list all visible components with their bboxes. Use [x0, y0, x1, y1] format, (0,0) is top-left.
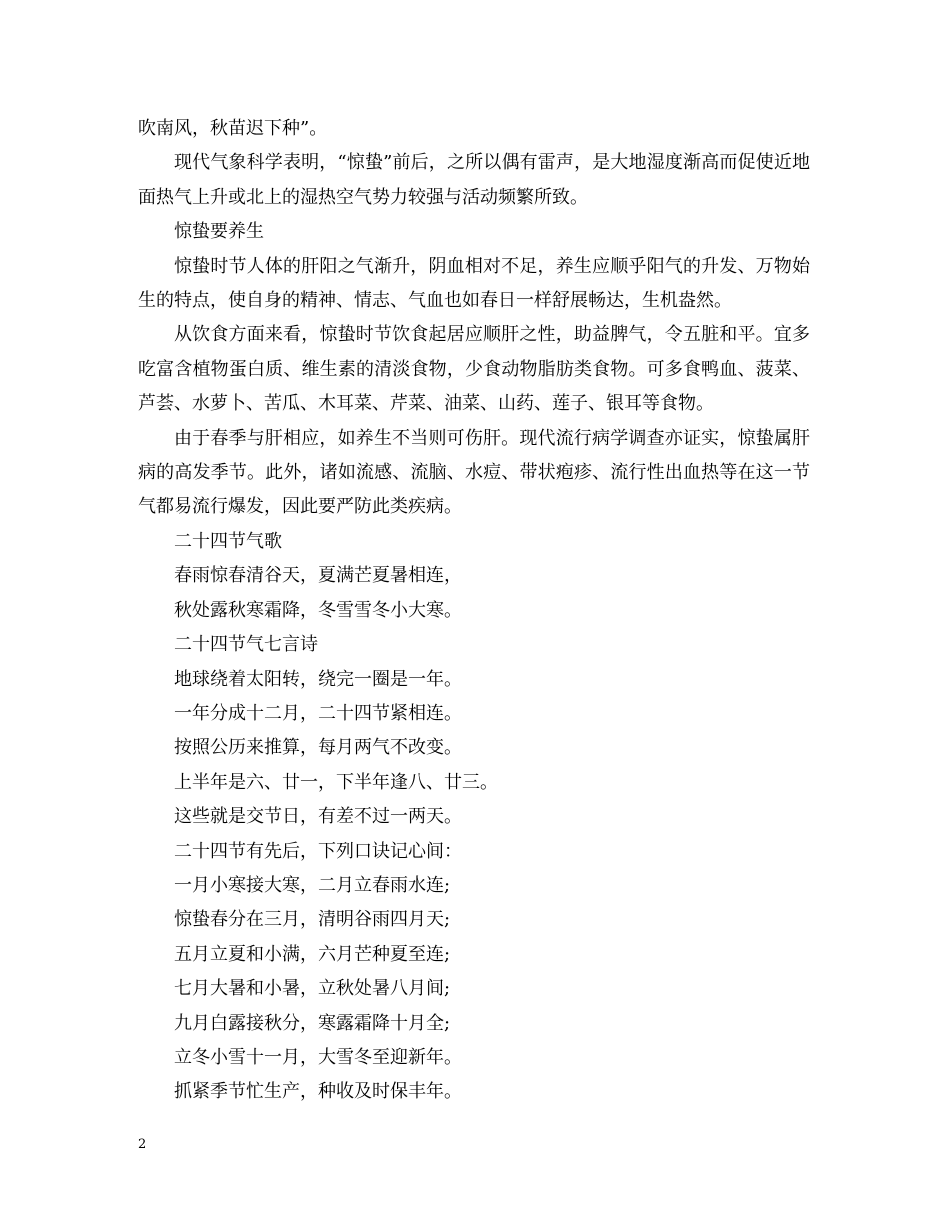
song-line: 春雨惊春清谷天，夏满芒夏暑相连，: [174, 565, 462, 587]
song-line: 秋处露秋寒霜降，冬雪雪冬小大寒。: [174, 599, 462, 621]
section-heading-poem: 二十四节气七言诗: [174, 634, 318, 656]
poem-line: 立冬小雪十一月，大雪冬至迎新年。: [174, 1046, 462, 1068]
paragraph-disease: 由于春季与肝相应，如养生不当则可伤肝。现代流行病学调查亦证实，惊蛰属肝病的高发季节。此外，诸如流感、流脑、水痘、带状疱疹、流行性出血热等在这一节气都易流行爆发，因此要严防此类疾病。: [138, 427, 810, 518]
paragraph-diet: 从饮食方面来看，惊蛰时节饮食起居应顺肝之性，助益脾气，令五脏和平。宜多吃富含植物蛋白质、维生素的清淡食物，少食动物脂肪类食物。可多食鸭血、菠菜、芦荟、水萝卜、苦瓜、木耳菜、芹菜、油菜、山药、莲子、银耳等食物。: [138, 324, 810, 415]
poem-line: 惊蛰春分在三月，清明谷雨四月天;: [174, 909, 451, 931]
poem-line: 九月白露接秋分，寒露霜降十月全;: [174, 1012, 451, 1034]
poem-line: 二十四节有先后，下列口诀记心间：: [174, 840, 462, 862]
section-heading-song: 二十四节气歌: [174, 530, 282, 552]
poem-line: 一月小寒接大寒，二月立春雨水连;: [174, 874, 451, 896]
poem-line: 七月大暑和小暑，立秋处暑八月间;: [174, 978, 451, 1000]
poem-line: 地球绕着太阳转，绕完一圈是一年。: [174, 668, 462, 690]
section-heading-health: 惊蛰要养生: [174, 221, 264, 243]
poem-line: 抓紧季节忙生产，种收及时保丰年。: [174, 1081, 462, 1103]
paragraph-liver-yang: 惊蛰时节人体的肝阳之气渐升，阴血相对不足，养生应顺乎阳气的升发、万物始生的特点，使自身的精神、情志、气血也如春日一样舒展畅达，生机盎然。: [138, 255, 810, 312]
document-body: [138, 112, 810, 1110]
poem-line: 五月立夏和小满，六月芒种夏至连;: [174, 943, 451, 965]
poem-line: 按照公历来推算，每月两气不改变。: [174, 737, 462, 759]
paragraph-continuation: 吹南风，秋苗迟下种”。: [138, 118, 328, 139]
paragraph-meteorology: 现代气象科学表明，“惊蛰”前后，之所以偶有雷声，是大地湿度渐高而促使近地面热气上升或北上的湿热空气势力较强与活动频繁所致。: [138, 152, 810, 208]
poem-line: 上半年是六、廿一，下半年逢八、廿三。: [174, 771, 498, 793]
page-number: 2: [138, 1137, 147, 1152]
poem-line: 一年分成十二月，二十四节紧相连。: [174, 702, 462, 724]
poem-line: 这些就是交节日，有差不过一两天。: [174, 806, 462, 828]
